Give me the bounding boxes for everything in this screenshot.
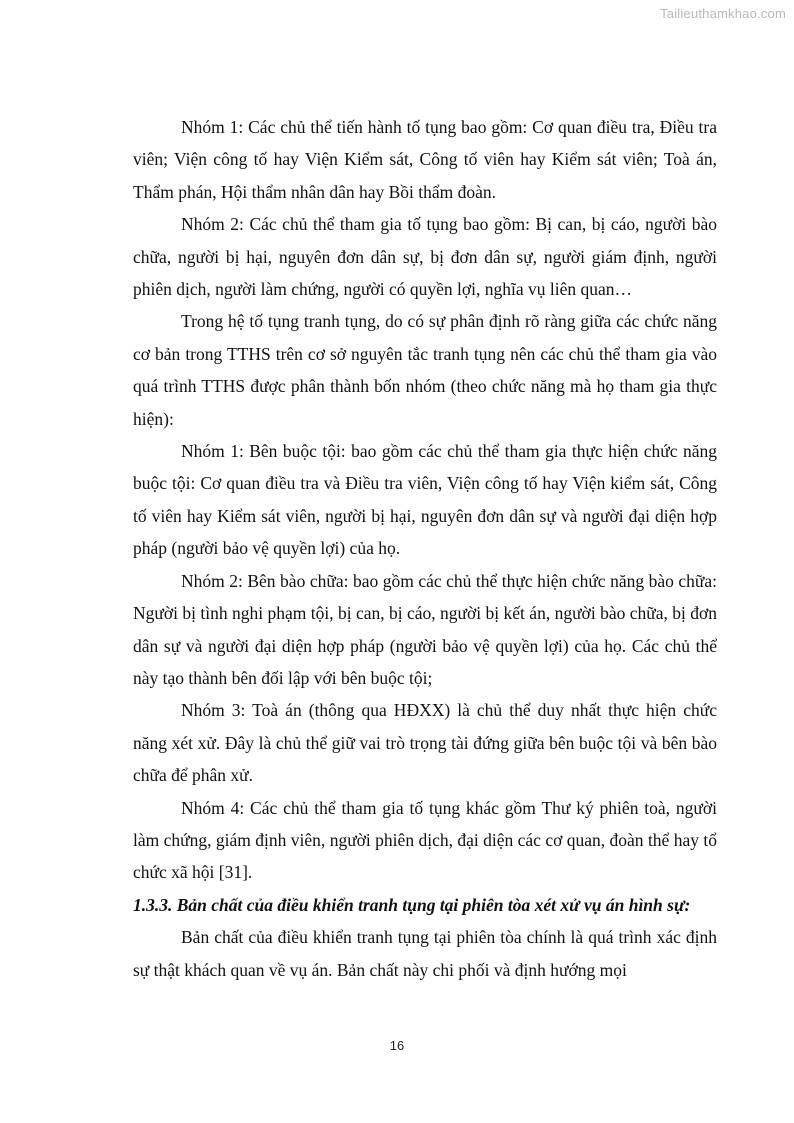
- paragraph-ban-chat: Bản chất của điều khiển tranh tụng tại phiên tòa chính là quá trình xác định sự thật khách quan về vụ án. Bản chất này chi phối và định hướng mọi: [133, 927, 717, 980]
- paragraph-nhom-2-bao-chua: Nhóm 2: Bên bào chữa: bao gồm các chủ thể thực hiện chức năng bào chữa: Người bị tình nghi phạm tội, bị can, bị cáo, người bị kết án, người bào chữa, bị đơn dân sự và người đại diện hợp pháp (người bảo vệ quyền lợi) của họ. Các chủ thể này tạo thành bên đối lập với bên buộc tội;: [133, 570, 717, 688]
- page-number: 16: [389, 1038, 405, 1053]
- paragraph-nhom-1-tien-hanh: Nhóm 1: Các chủ thể tiến hành tố tụng bao gồm: Cơ quan điều tra, Điều tra viên; Viện công tố hay Viện Kiểm sát, Công tố viên hay Kiểm sát viên; Toà án, Thẩm phán, Hội thẩm nhân dân hay Bồi thẩm đoàn.: [133, 117, 717, 202]
- document-body: [133, 111, 717, 986]
- paragraph-nhom-2-tham-gia: Nhóm 2: Các chủ thể tham gia tố tụng bao gồm: Bị can, bị cáo, người bào chữa, người bị hại, nguyên đơn dân sự, bị đơn dân sự, người giám định, người phiên dịch, người làm chứng, người có quyền lợi, nghĩa vụ liên quan…: [133, 214, 717, 300]
- paragraph-he-to-tung-tranh-tung: Trong hệ tố tụng tranh tụng, do có sự phân định rõ ràng giữa các chức năng cơ bản trong TTHS trên cơ sở nguyên tắc tranh tụng nên các chủ thể tham gia vào quá trình TTHS được phân thành bốn nhóm (theo chức năng mà họ tham gia thực hiện):: [133, 311, 717, 429]
- paragraph-nhom-1-buoc-toi: Nhóm 1: Bên buộc tội: bao gồm các chủ thể tham gia thực hiện chức năng buộc tội: Cơ quan điều tra và Điều tra viên, Viện công tố hay Viện kiểm sát, Công tố viên hay Kiểm sát viên, người bị hại, nguyên đơn dân sự và người đại diện hợp pháp (người bảo vệ quyền lợi) của họ.: [133, 441, 717, 559]
- section-heading: 1.3.3. Bản chất của điều khiển tranh tụng tại phiên tòa xét xử vụ án hình sự:: [133, 894, 691, 915]
- paragraph-nhom-3-toa-an: Nhóm 3: Toà án (thông qua HĐXX) là chủ thể duy nhất thực hiện chức năng xét xử. Đây là chủ thể giữ vai trò trọng tài đứng giữa bên buộc tội và bên bào chữa để phân xử.: [133, 700, 717, 786]
- paragraph-nhom-4-chu-the-khac: Nhóm 4: Các chủ thể tham gia tố tụng khác gồm Thư ký phiên toà, người làm chứng, giám định viên, người phiên dịch, đại diện các cơ quan, đoàn thể hay tổ chức xã hội [31].: [133, 797, 717, 883]
- watermark-text: Tailieuthamkhao.com: [660, 6, 786, 21]
